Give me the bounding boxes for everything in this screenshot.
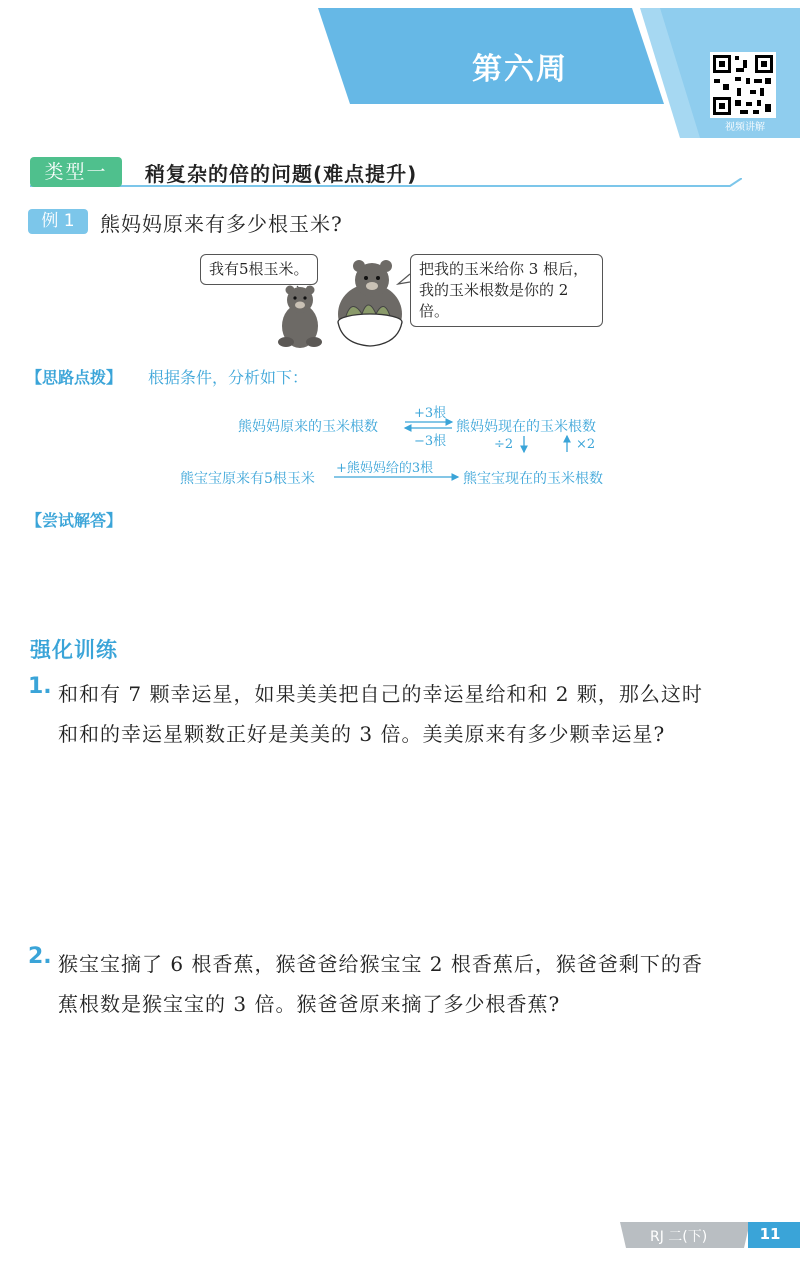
speech-bubble-mother: 把我的玉米给你 3 根后，我的玉米根数是你的 2 倍。 — [410, 254, 603, 327]
hint-label: 【思路点拨】 — [26, 368, 123, 387]
plus-given-label: +熊妈妈给的3根 — [336, 461, 434, 476]
question-1 — [28, 674, 52, 699]
speech-bubble-cub: 我有5根玉米。 — [200, 254, 318, 285]
hint-text: 根据条件，分析如下： — [148, 368, 309, 387]
div2-label: ÷2 — [494, 437, 514, 452]
minus3-label: −3根 — [414, 434, 447, 449]
question-1-text — [58, 674, 778, 754]
week-title: 第六周 — [472, 52, 568, 87]
question-2-line1: 猴宝宝摘了 6 根香蕉，猴爸爸给猴宝宝 2 根香蕉后，猴爸爸剩下的香 — [58, 952, 703, 976]
plus3-label: +3根 — [414, 406, 447, 421]
practice-title: 强化训练 — [30, 638, 118, 662]
question-2 — [28, 944, 52, 969]
question-2-text — [58, 944, 778, 1024]
qr-caption: 视频讲解 — [725, 122, 765, 133]
example-label: 例 1 — [28, 209, 88, 234]
cub-original-label: 熊宝宝原来有5根玉米 — [180, 471, 315, 487]
question-1-line1: 和和有 7 颗幸运星，如果美美把自己的幸运星给和和 2 颗，那么这时 — [58, 682, 703, 706]
mother-now-label: 熊妈妈现在的玉米根数 — [456, 419, 596, 435]
type-title: 稍复杂的倍的问题(难点提升) — [145, 162, 418, 186]
question-number: 1. — [28, 674, 52, 699]
times2-label: ×2 — [576, 437, 596, 452]
type-label: 类型一 — [30, 157, 122, 187]
page-number: 11 — [759, 1225, 781, 1243]
question-number: 2. — [28, 944, 52, 969]
mother-original-label: 熊妈妈原来的玉米根数 — [238, 419, 378, 435]
try-label: 【尝试解答】 — [26, 511, 123, 530]
cub-now-label: 熊宝宝现在的玉米根数 — [463, 471, 603, 487]
question-2-line2: 蕉根数是猴宝宝的 3 倍。猴爸爸原来摘了多少根香蕉? — [58, 992, 561, 1016]
question-1-line2: 和和的幸运星颗数正好是美美的 3 倍。美美原来有多少颗幸运星? — [58, 722, 666, 746]
example-question: 熊妈妈原来有多少根玉米? — [100, 212, 343, 236]
analysis-diagram — [0, 0, 800, 520]
edition-label: RJ 二(下) — [650, 1229, 708, 1245]
